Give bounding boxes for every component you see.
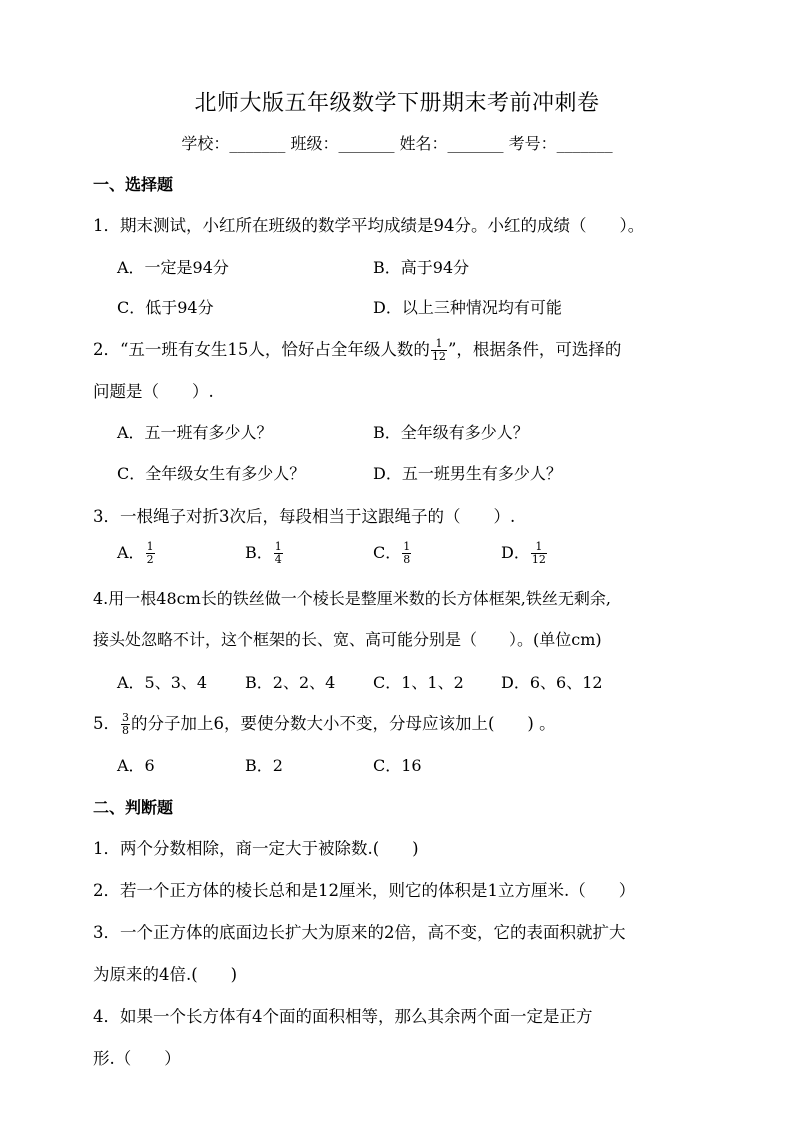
q1-option-b: B．高于94分 xyxy=(373,258,470,277)
q4-option-b: B．2、2、4 xyxy=(245,673,336,692)
q5-option-c: C．16 xyxy=(373,756,422,775)
q3-b-num: 1 xyxy=(274,540,282,553)
q1-option-c: C．低于94分 xyxy=(117,298,214,317)
question-2-stem xyxy=(93,336,621,363)
q3-option-c xyxy=(373,540,412,566)
q5-option-a: A．6 xyxy=(117,756,155,775)
q3-option-d-label: D． xyxy=(501,543,530,562)
q3-b-den: 4 xyxy=(274,553,282,566)
q1-option-d: D．以上三种情况均有可能 xyxy=(373,298,562,317)
q4-option-c: C．1、1、2 xyxy=(373,673,464,692)
student-info-line: 学校：_______ 班级：_______ 姓名：_______ 考号：_______ xyxy=(181,134,613,153)
q5-option-b: B．2 xyxy=(245,756,283,775)
q2-option-b: B．全年级有多少人？ xyxy=(373,423,529,442)
q5-fraction-den: 8 xyxy=(122,724,129,737)
q4-option-d: D．6、6、12 xyxy=(501,673,603,692)
judgement-2: 2．若一个正方体的棱长总和是12厘米，则它的体积是1立方厘米.（ ） xyxy=(93,881,636,900)
question-3-stem: 3．一根绳子对折3次后，每段相当于这跟绳子的（ ）. xyxy=(93,507,516,526)
q5-fraction-num: 3 xyxy=(122,711,129,724)
q3-option-c-label: C． xyxy=(373,543,402,562)
q5-fraction xyxy=(121,712,130,737)
question-1-stem: 1．期末测试，小红所在班级的数学平均成绩是94分。小红的成绩（ ）。 xyxy=(93,216,645,235)
q2-option-c: C．全年级女生有多少人？ xyxy=(117,464,306,483)
judgement-1: 1．两个分数相除，商一定大于被除数.( ) xyxy=(93,839,419,858)
q3-option-d-fraction xyxy=(531,541,547,566)
judgement-4-line2: 形.（ ） xyxy=(93,1049,181,1068)
q2-fraction xyxy=(431,338,447,363)
q3-d-den: 12 xyxy=(531,553,546,566)
q5-stem-pre: 5． xyxy=(93,714,120,733)
q3-option-b-label: B． xyxy=(245,543,273,562)
judgement-3: 3．一个正方体的底面边长扩大为原来的2倍，高不变，它的表面积就扩大 xyxy=(93,923,626,942)
q2-option-a: A．五一班有多少人？ xyxy=(117,423,273,442)
question-2-stem-line2: 问题是（ ）. xyxy=(93,382,214,401)
q2-fraction-num: 1 xyxy=(435,337,443,350)
q3-a-num: 1 xyxy=(146,540,154,553)
q3-c-den: 8 xyxy=(403,553,411,566)
q3-option-b-fraction xyxy=(274,541,283,566)
q1-option-a: A．一定是94分 xyxy=(117,258,229,277)
question-5-stem xyxy=(93,710,556,737)
q3-a-den: 2 xyxy=(146,553,154,566)
q2-option-d: D．五一班男生有多少人？ xyxy=(373,464,562,483)
section-heading-choice: 一、选择题 xyxy=(93,175,174,194)
q3-option-b xyxy=(245,540,284,566)
section-heading-judgement: 二、判断题 xyxy=(93,798,174,817)
q2-stem-post: ”，根据条件，可选择的 xyxy=(447,340,622,359)
q3-option-c-fraction xyxy=(402,541,411,566)
judgement-4: 4．如果一个长方体有4个面的面积相等，那么其余两个面一定是正方 xyxy=(93,1007,593,1026)
q3-option-a xyxy=(117,540,156,566)
q3-c-num: 1 xyxy=(403,540,411,553)
q3-d-num: 1 xyxy=(535,540,543,553)
q3-option-d xyxy=(501,540,548,566)
page-title: 北师大版五年级数学下册期末考前冲刺卷 xyxy=(194,91,600,116)
judgement-3-line2: 为原来的4倍.( ) xyxy=(93,965,238,984)
q2-fraction-den: 12 xyxy=(431,350,446,363)
question-4-stem-line2: 接头处忽略不计，这个框架的长、宽、高可能分别是（ ）。(单位cm) xyxy=(93,630,602,649)
q3-option-a-label: A． xyxy=(117,543,145,562)
q4-option-a: A．5、3、4 xyxy=(117,673,208,692)
question-4-stem: 4.用一根48cm长的铁丝做一个棱长是整厘米数的长方体框架,铁丝无剩余, xyxy=(93,589,611,608)
q5-stem-post: 的分子加上6，要使分数大小不变，分母应该加上( ) 。 xyxy=(131,714,556,733)
q2-stem-pre: 2．“五一班有女生15人，恰好占全年级人数的 xyxy=(93,340,430,359)
q3-option-a-fraction xyxy=(146,541,155,566)
